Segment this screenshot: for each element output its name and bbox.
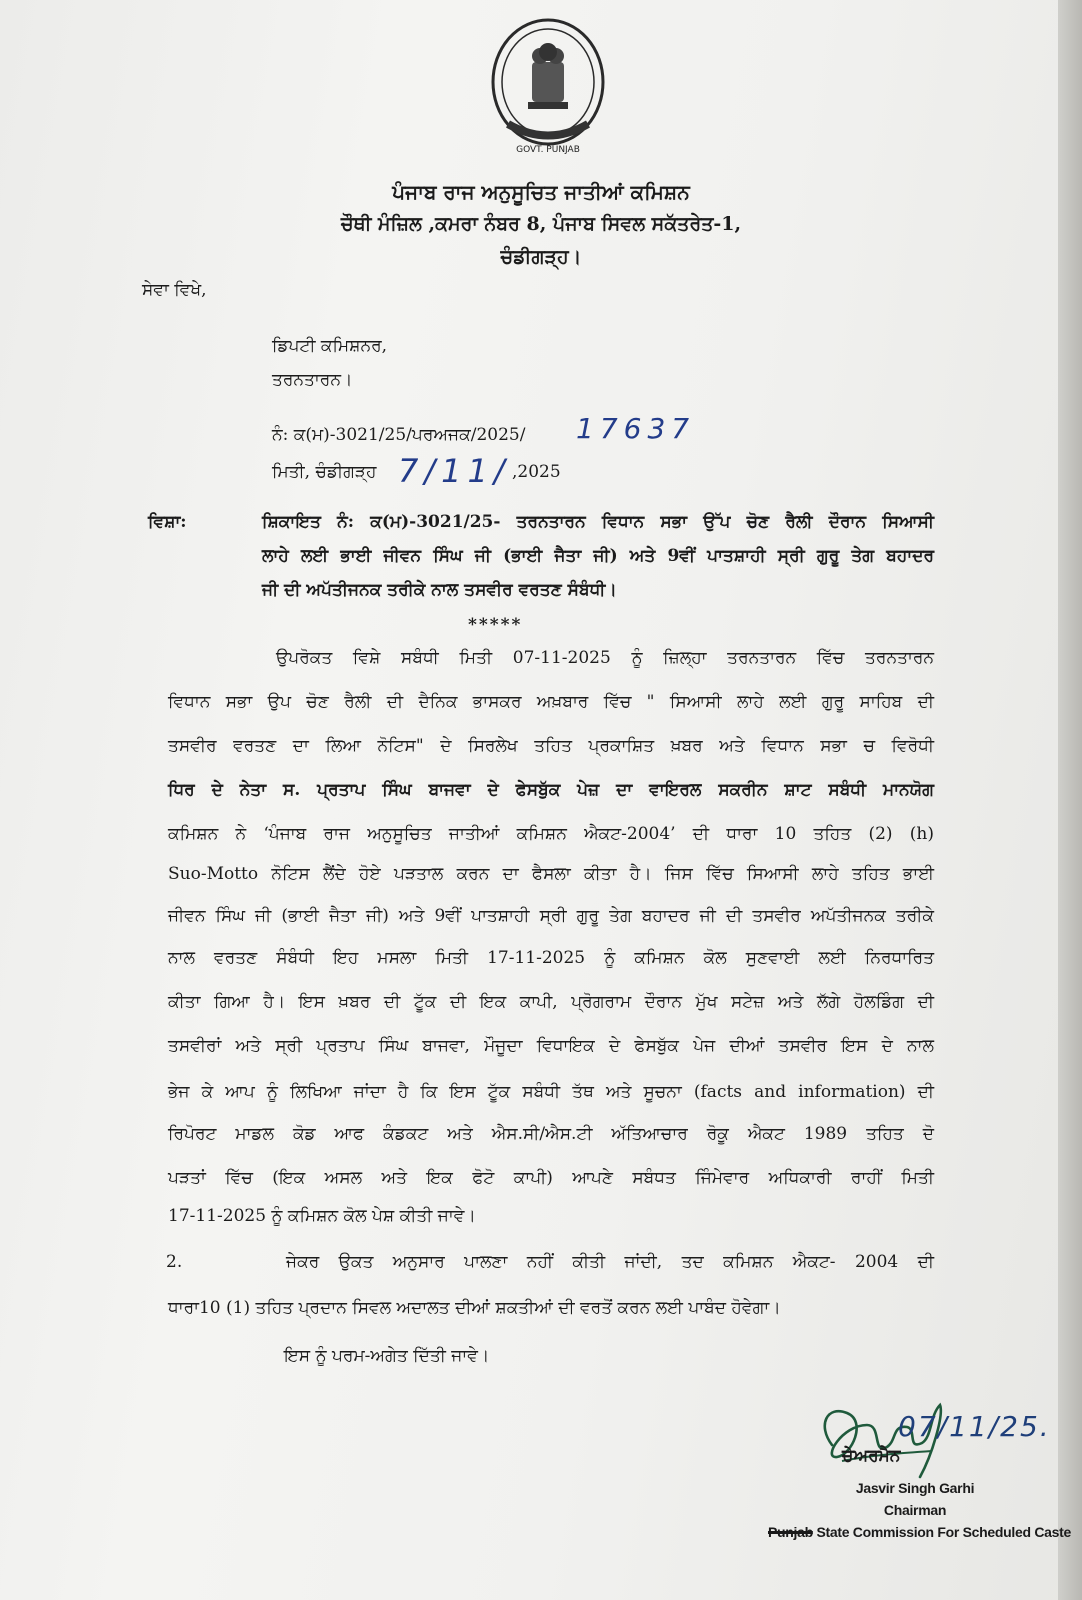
handwritten-dispatch-number: 17637	[576, 412, 696, 445]
point-number: 2.	[166, 1252, 183, 1272]
body-line: 17-11-2025 ਨੂੰ ਕਮਿਸ਼ਨ ਕੋਲ ਪੇਸ਼ ਕੀਤੀ ਜਾਵੇ।	[168, 1206, 476, 1226]
body-line: ਵਿਧਾਨ ਸਭਾ ਉਪ ਚੋਣ ਰੈਲੀ ਦੀ ਦੈਨਿਕ ਭਾਸਕਰ ਅਖ਼ਬਾਰ ਵਿੱਚ " ਸਿਆਸੀ ਲਾਹੇ ਲਈ ਗੁਰੂ ਸਾਹਿਬ ਦੀ	[168, 692, 934, 712]
body-line: ਧਾਰਾ10 (1) ਤਹਿਤ ਪ੍ਰਦਾਨ ਸਿਵਲ ਅਦਾਲਤ ਦੀਆਂ ਸ਼ਕਤੀਆਂ ਦੀ ਵਰਤੋਂ ਕਰਨ ਲਈ ਪਾਬੰਦ ਹੋਵੇਗਾ।	[168, 1298, 781, 1318]
header-commission-name: ਪੰਜਾਬ ਰਾਜ ਅਨੁਸੂਚਿਤ ਜਾਤੀਆਂ ਕਮਿਸ਼ਨ	[392, 180, 690, 204]
stamp-title: Chairman	[883, 1502, 947, 1518]
emblem-seal-text: GOVT. PUNJAB	[516, 145, 580, 155]
body-line: ਤਸਵੀਰ ਵਰਤਣ ਦਾ ਲਿਆ ਨੋਟਿਸ" ਦੇ ਸਿਰਲੇਖ ਤਹਿਤ ਪ੍ਰਕਾਸ਼ਿਤ ਖ਼ਬਰ ਅਤੇ ਵਿਧਾਨ ਸਭਾ ਚ ਵਿਰੋਧੀ	[168, 736, 934, 756]
handwritten-date: 7/11/	[398, 452, 511, 490]
salutation: ਸੇਵਾ ਵਿਖੇ,	[142, 280, 207, 300]
designation-punjabi: ਚੇਅਰਮੈਨ	[842, 1446, 901, 1466]
body-line: ਕਮਿਸ਼ਨ ਨੇ ‘ਪੰਜਾਬ ਰਾਜ ਅਨੁਸੂਚਿਤ ਜਾਤੀਆਂ ਕਮਿਸ਼ਨ ਐਕਟ-2004’ ਦੀ ਧਾਰਾ 10 ਤਹਿਤ (2) (h)	[168, 824, 934, 844]
body-line: ਜੇਕਰ ਉਕਤ ਅਨੁਸਾਰ ਪਾਲਣਾ ਨਹੀਂ ਕੀਤੀ ਜਾਂਦੀ, ਤਦ ਕਮਿਸ਼ਨ ਐਕਟ- 2004 ਦੀ	[286, 1252, 934, 1272]
body-line: ਕੀਤਾ ਗਿਆ ਹੈ। ਇਸ ਖ਼ਬਰ ਦੀ ਟੂੱਕ ਦੀ ਇਕ ਕਾਪੀ, ਪ੍ਰੋਗਰਾਮ ਦੌਰਾਨ ਮੁੱਖ ਸਟੇਜ਼ ਅਤੇ ਲੱਗੇ ਹੋਲਡਿੰਗ ਦੀ	[168, 992, 934, 1012]
stamp-name: Jasvir Singh Garhi	[855, 1480, 975, 1496]
body-line: ਧਿਰ ਦੇ ਨੇਤਾ ਸ. ਪ੍ਰਤਾਪ ਸਿੰਘ ਬਾਜਵਾ ਦੇ ਫੇਸਬੁੱਕ ਪੇਜ਼ ਦਾ ਵਾਇਰਲ ਸਕਰੀਨ ਸ਼ਾਟ ਸਬੰਧੀ ਮਾਨਯੋਗ	[168, 780, 934, 800]
reference-date-year: ,2025	[512, 462, 561, 482]
body-line: ਉਪਰੋਕਤ ਵਿਸ਼ੇ ਸਬੰਧੀ ਮਿਤੀ 07-11-2025 ਨੂੰ ਜ਼ਿਲ੍ਹਾ ਤਰਨਤਾਰਨ ਵਿੱਚ ਤਰਨਤਾਰਨ	[276, 648, 934, 668]
separator-stars: *****	[468, 615, 523, 635]
state-emblem-icon	[488, 12, 608, 162]
reference-date-label: ਮਿਤੀ, ਚੰਡੀਗੜ੍ਹ	[272, 462, 377, 482]
body-line: ਜੀਵਨ ਸਿੰਘ ਜੀ (ਭਾਈ ਜੈਤਾ ਜੀ) ਅਤੇ 9ਵੀਂ ਪਾਤਸ਼ਾਹੀ ਸ੍ਰੀ ਗੁਰੂ ਤੇਗ ਬਹਾਦਰ ਜੀ ਦੀ ਤਸਵੀਰ ਅਪੱਤੀਜਨਕ ਤਰੀਕੇ	[168, 906, 934, 926]
header-city: ਚੰਡੀਗੜ੍ਹ।	[500, 246, 582, 268]
reference-number: ਨੰ: ਕ(ਮ)-3021/25/ਪਰਅਜਕ/2025/	[272, 425, 526, 445]
subject-line: ਜੀ ਦੀ ਅਪੱਤੀਜਨਕ ਤਰੀਕੇ ਨਾਲ ਤਸਵੀਰ ਵਰਤਣ ਸੰਬੰਧੀ।	[262, 580, 617, 600]
header-address: ਚੌਥੀ ਮੰਜ਼ਿਲ ,ਕਮਰਾ ਨੰਬਰ 8, ਪੰਜਾਬ ਸਿਵਲ ਸਕੱਤਰੇਤ-1,	[340, 213, 742, 235]
subject-label: ਵਿਸ਼ਾ:	[148, 512, 187, 532]
signature-date: 07/11/25.	[898, 1410, 1051, 1443]
stamp-org-name: State Commission For Scheduled Caste	[816, 1524, 1071, 1540]
closing-line: ਇਸ ਨੂੰ ਪਰਮ-ਅਗੇਤ ਦਿੱਤੀ ਜਾਵੇ।	[284, 1346, 490, 1366]
recipient-place: ਤਰਨਤਾਰਨ।	[272, 370, 353, 390]
recipient-title: ਡਿਪਟੀ ਕਮਿਸ਼ਨਰ,	[272, 336, 388, 356]
subject-line: ਸ਼ਿਕਾਇਤ ਨੰ: ਕ(ਮ)-3021/25- ਤਰਨਤਾਰਨ ਵਿਧਾਨ ਸਭਾ ਉੱਪ ਚੋਣ ਰੈਲੀ ਦੌਰਾਨ ਸਿਆਸੀ	[262, 512, 934, 532]
body-line: ਪੜਤਾਂ ਵਿੱਚ (ਇਕ ਅਸਲ ਅਤੇ ਇਕ ਫੋਟੋ ਕਾਪੀ) ਆਪਣੇ ਸਬੰਧਤ ਜਿੰਮੇਵਾਰ ਅਧਿਕਾਰੀ ਰਾਹੀਂ ਮਿਤੀ	[168, 1168, 934, 1188]
stamp-struck-word: Punjab	[768, 1524, 813, 1540]
subject-line: ਲਾਹੇ ਲਈ ਭਾਈ ਜੀਵਨ ਸਿੰਘ ਜੀ (ਭਾਈ ਜੈਤਾ ਜੀ) ਅਤੇ 9ਵੀਂ ਪਾਤਸ਼ਾਹੀ ਸ੍ਰੀ ਗੁਰੂ ਤੇਗ ਬਹਾਦਰ	[262, 546, 934, 566]
body-line: ਨਾਲ ਵਰਤਣ ਸੰਬੰਧੀ ਇਹ ਮਸਲਾ ਮਿਤੀ 17-11-2025 ਨੂੰ ਕਮਿਸ਼ਨ ਕੋਲ ਸੁਣਵਾਈ ਲਈ ਨਿਰਧਾਰਿਤ	[168, 948, 934, 968]
body-line: ਭੇਜ ਕੇ ਆਪ ਨੂੰ ਲਿਖਿਆ ਜਾਂਦਾ ਹੈ ਕਿ ਇਸ ਟੂੱਕ ਸਬੰਧੀ ਤੱਥ ਅਤੇ ਸੂਚਨਾ (facts and information) ਦੀ	[168, 1082, 934, 1102]
page-edge-shadow	[1058, 0, 1082, 1600]
body-line: ਤਸਵੀਰਾਂ ਅਤੇ ਸ੍ਰੀ ਪ੍ਰਤਾਪ ਸਿੰਘ ਬਾਜਵਾ, ਮੌਜੂਦਾ ਵਿਧਾਇਕ ਦੇ ਫੇਸਬੁੱਕ ਪੇਜ ਦੀਆਂ ਤਸਵੀਰ ਇਸ ਦੇ ਨਾਲ	[168, 1036, 934, 1056]
stamp-organisation	[768, 1524, 1071, 1540]
body-line: Suo-Motto ਨੋਟਿਸ ਲੈਂਦੇ ਹੋਏ ਪੜਤਾਲ ਕਰਨ ਦਾ ਫੈਸਲਾ ਕੀਤਾ ਹੈ। ਜਿਸ ਵਿੱਚ ਸਿਆਸੀ ਲਾਹੇ ਤਹਿਤ ਭਾਈ	[168, 864, 934, 884]
body-line: ਰਿਪੋਰਟ ਮਾਡਲ ਕੋਡ ਆਫ ਕੰਡਕਟ ਅਤੇ ਐਸ.ਸੀ/ਐਸ.ਟੀ ਅੱਤਿਆਚਾਰ ਰੋਕੂ ਐਕਟ 1989 ਤਹਿਤ ਦੋ	[168, 1124, 934, 1144]
